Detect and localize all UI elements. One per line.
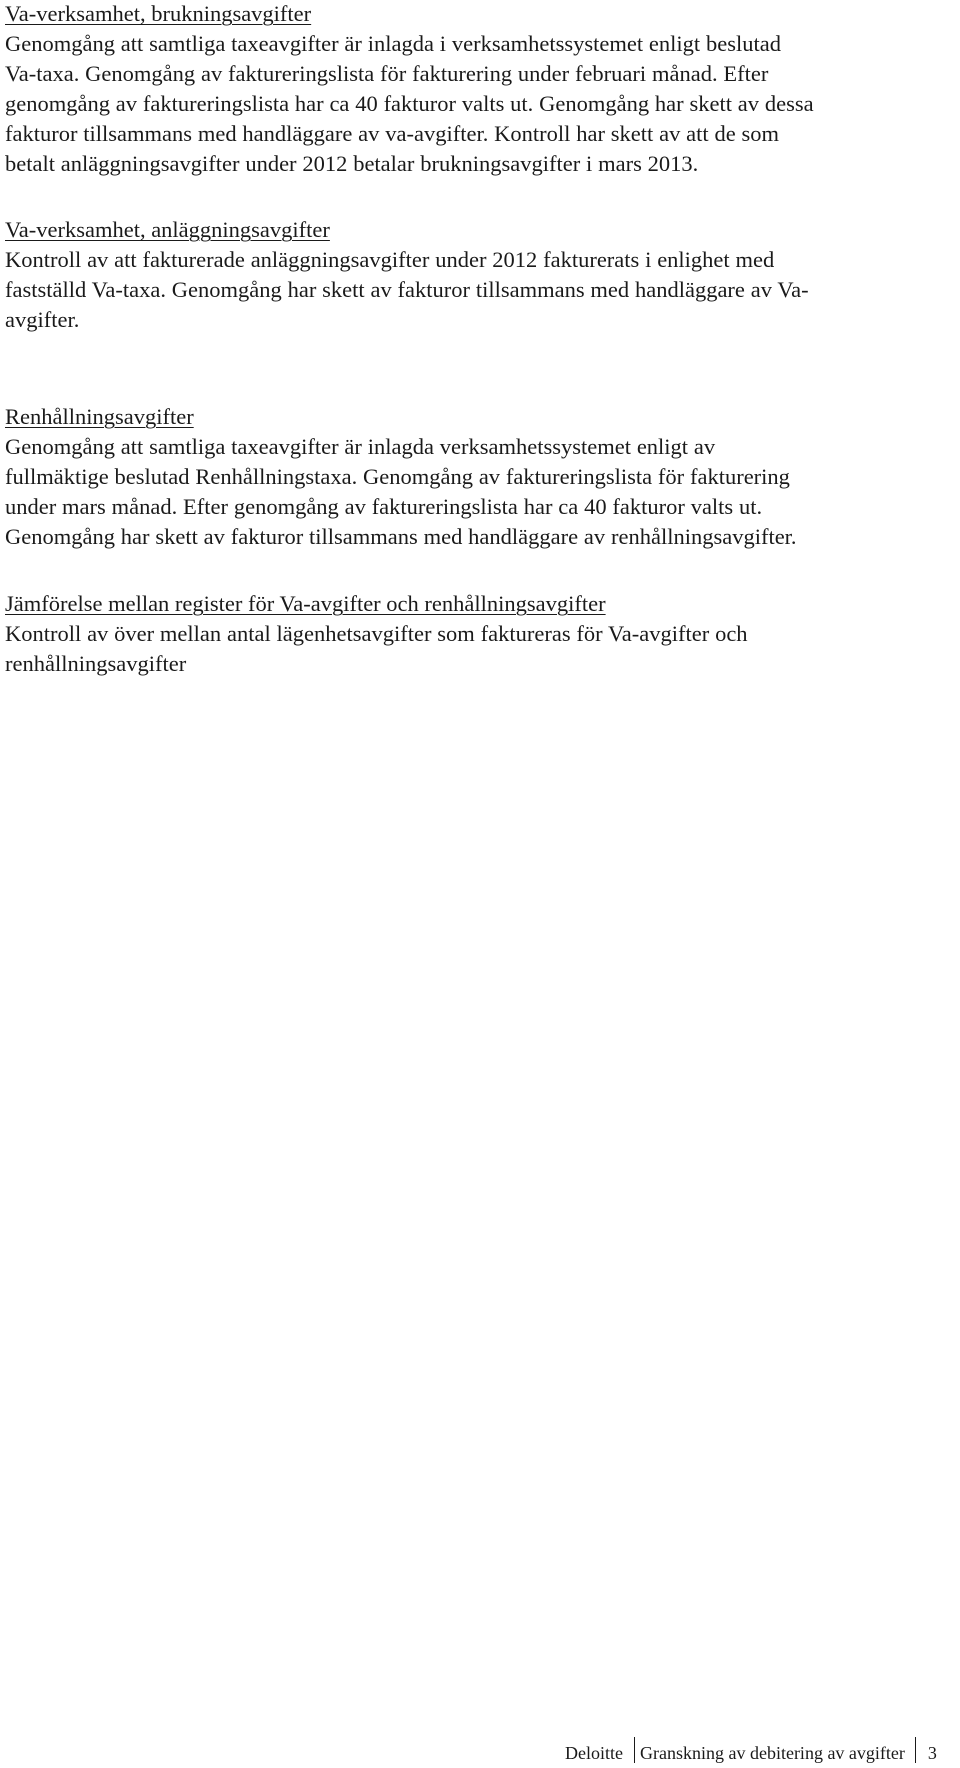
section-va-anlaggningsavgifter xyxy=(5,215,809,335)
footer-page-number: 3 xyxy=(927,1742,937,1763)
footer-document-title: Granskning av debitering av avgifter xyxy=(639,1742,905,1763)
section-body xyxy=(5,432,797,552)
text-line: fastställd Va-taxa. Genomgång har skett av fakturor tillsammans med handläggare av Va- xyxy=(5,277,809,302)
section-heading: Renhållningsavgifter xyxy=(5,404,194,429)
footer-divider xyxy=(915,1737,916,1763)
section-heading: Va-verksamhet, anläggningsavgifter xyxy=(5,217,330,242)
text-line: renhållningsavgifter xyxy=(5,651,187,676)
section-heading: Jämförelse mellan register för Va-avgifter och renhållningsavgifter xyxy=(5,591,606,616)
footer-divider xyxy=(634,1737,635,1763)
section-renhallningsavgifter xyxy=(5,402,797,552)
text-line: genomgång av faktureringslista har ca 40 fakturor valts ut. Genomgång har skett av dessa xyxy=(5,91,814,116)
footer-company: Deloitte xyxy=(565,1742,623,1763)
section-body xyxy=(5,245,809,335)
text-line: betalt anläggningsavgifter under 2012 betalar brukningsavgifter i mars 2013. xyxy=(5,151,699,176)
text-line: Kontroll av över mellan antal lägenhetsavgifter som faktureras för Va-avgifter och xyxy=(5,621,748,646)
text-line: fullmäktige beslutad Renhållningstaxa. Genomgång av faktureringslista för fakturering xyxy=(5,464,790,489)
section-body xyxy=(5,29,814,179)
text-line: Genomgång att samtliga taxeavgifter är inlagda verksamhetssystemet enligt av xyxy=(5,434,716,459)
text-line: Genomgång har skett av fakturor tillsammans med handläggare av renhållningsavgifter. xyxy=(5,524,797,549)
section-heading: Va-verksamhet, brukningsavgifter xyxy=(5,1,312,26)
text-line: Va-taxa. Genomgång av faktureringslista för fakturering under februari månad. Efter xyxy=(5,61,769,86)
section-jamforelse-register xyxy=(5,589,748,679)
page-footer xyxy=(565,1738,937,1768)
text-line: Kontroll av att fakturerade anläggningsavgifter under 2012 fakturerats i enlighet med xyxy=(5,247,775,272)
text-line: fakturor tillsammans med handläggare av va-avgifter. Kontroll har skett av att de som xyxy=(5,121,780,146)
text-line: avgifter. xyxy=(5,307,80,332)
section-va-brukningsavgifter xyxy=(5,0,814,179)
text-line: Genomgång att samtliga taxeavgifter är inlagda i verksamhetssystemet enligt beslutad xyxy=(5,31,781,56)
text-line: under mars månad. Efter genomgång av faktureringslista har ca 40 fakturor valts ut. xyxy=(5,494,763,519)
section-body xyxy=(5,619,748,679)
